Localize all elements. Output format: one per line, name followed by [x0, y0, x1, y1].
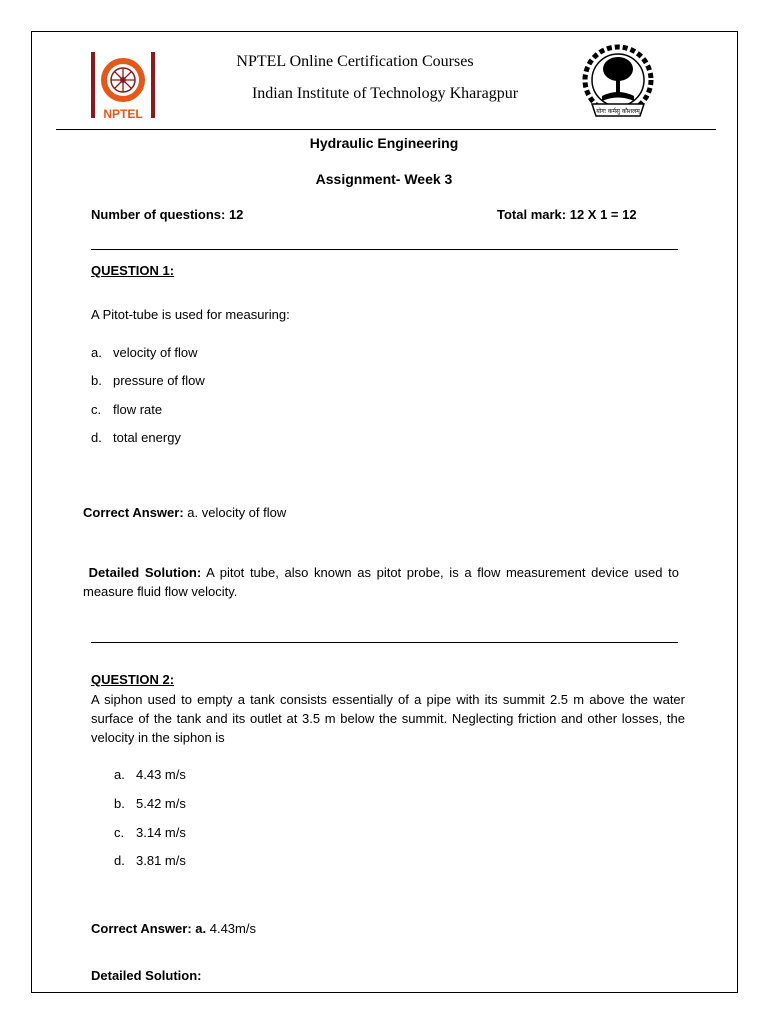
question-2-option-d	[114, 853, 186, 868]
question-1-correct-answer	[83, 503, 286, 522]
option-letter: c.	[114, 825, 125, 840]
section-divider-2	[91, 642, 678, 643]
course-title: Hydraulic Engineering	[309, 135, 459, 151]
question-1-option-b	[91, 373, 205, 388]
solution-text: A pitot tube, also known as pitot probe, is a flow measurement device used to measure fluid flow velocity.	[83, 565, 679, 599]
question-1-option-a	[91, 345, 198, 360]
iit-kharagpur-logo	[580, 44, 656, 122]
question-2-option-b	[114, 796, 186, 811]
answer-label: Correct Answer:	[83, 505, 184, 520]
answer-label: Correct Answer: a.	[91, 921, 207, 936]
question-2-heading: QUESTION 2:	[91, 672, 175, 687]
option-letter: a.	[91, 345, 102, 360]
answer-value: 4.43m/s	[206, 921, 256, 936]
option-text: 4.43 m/s	[136, 767, 186, 782]
answer-value: a. velocity of flow	[183, 505, 287, 520]
question-1-option-d	[91, 430, 181, 445]
question-1-detailed-solution	[83, 563, 679, 601]
option-letter: b.	[114, 796, 125, 811]
option-text: velocity of flow	[113, 345, 198, 360]
section-divider-1	[91, 249, 678, 250]
option-letter: c.	[91, 402, 102, 417]
solution-label: Detailed Solution:	[88, 565, 202, 580]
option-text: pressure of flow	[113, 373, 205, 388]
option-text: 3.14 m/s	[136, 825, 186, 840]
nptel-logo	[89, 50, 159, 122]
option-letter: a.	[114, 767, 125, 782]
number-of-questions: Number of questions: 12	[91, 207, 244, 222]
question-2-option-c	[114, 825, 186, 840]
question-2-text: A siphon used to empty a tank consists essentially of a pipe with its summit 2.5 m above the water surface of the tank and its outlet at 3.5 m below the summit. Neglecting friction and other losses, the velocity in the siphon is	[91, 692, 685, 745]
iit-logo-motto: योगः कर्मसु कौशलम्	[596, 108, 640, 115]
option-text: 3.81 m/s	[136, 853, 186, 868]
total-mark: Total mark: 12 X 1 = 12	[497, 207, 637, 222]
question-1-option-c	[91, 402, 162, 417]
question-1-heading: QUESTION 1:	[91, 263, 175, 278]
header-divider	[56, 129, 716, 130]
assignment-title: Assignment- Week 3	[315, 171, 453, 187]
option-text: 5.42 m/s	[136, 796, 186, 811]
option-text: flow rate	[113, 402, 163, 417]
question-1-text: A Pitot-tube is used for measuring:	[91, 307, 290, 322]
nptel-logo-text: NPTEL	[103, 107, 143, 121]
option-letter: b.	[91, 373, 102, 388]
header-line-2: Indian Institute of Technology Kharagpur	[251, 85, 519, 102]
question-2-detailed-solution-label: Detailed Solution:	[91, 968, 202, 983]
question-2-correct-answer	[91, 919, 256, 938]
header-line-1: NPTEL Online Certification Courses	[236, 53, 474, 70]
question-2-option-a	[114, 767, 186, 782]
option-letter: d.	[114, 853, 125, 868]
option-letter: d.	[91, 430, 102, 445]
option-text: total energy	[113, 430, 181, 445]
